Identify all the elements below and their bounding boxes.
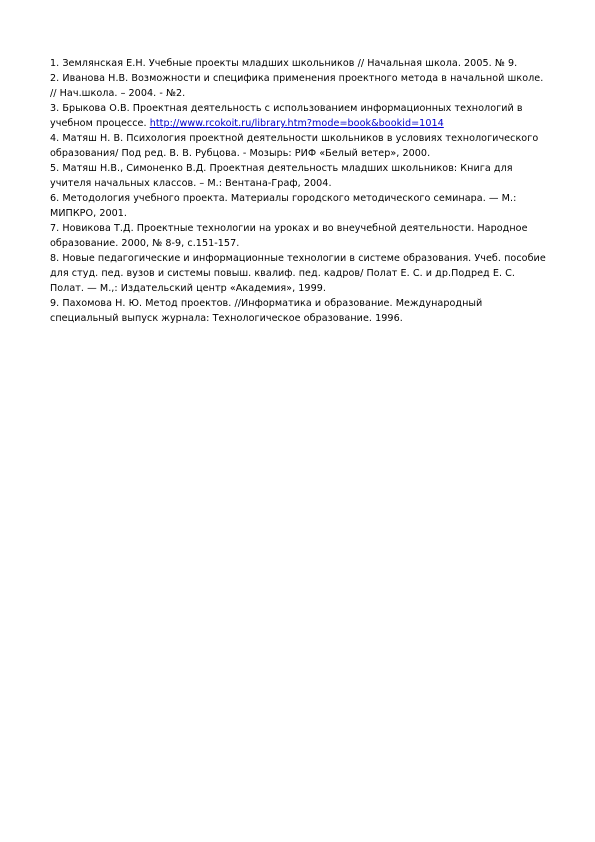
reference-item	[50, 101, 550, 131]
reference-text: 4. Матяш Н. В. Психология проектной деятельности школьников в условиях технологического образования/ Под ред. В. В. Рубцова. - Мозырь: РИФ «Белый ветер», 2000.	[50, 133, 539, 159]
reference-item	[50, 221, 550, 251]
reference-text: 8. Новые педагогические и информационные технологии в системе образования. Учеб. пособие для студ. пед. вузов и системы повыш. квалиф. пед. кадров/ Полат Е. С. и др.Подред Е. С. Полат. — М.,: Издательский центр «Академия», 1999.	[50, 253, 546, 294]
reference-item	[50, 251, 550, 296]
reference-text: 5. Матяш Н.В., Симоненко В.Д. Проектная деятельность младших школьников: Книга для учителя начальных классов. – М.: Вентана-Граф, 2004.	[50, 163, 513, 189]
reference-text: 2. Иванова Н.В. Возможности и специфика применения проектного метода в начальной школе. // Нач.школа. – 2004. - №2.	[50, 73, 544, 99]
reference-item	[50, 131, 550, 161]
reference-item	[50, 296, 550, 326]
reference-item	[50, 161, 550, 191]
reference-item	[50, 71, 550, 101]
reference-text: 1. Землянская Е.Н. Учебные проекты младших школьников // Начальная школа. 2005. № 9.	[50, 58, 518, 69]
reference-text: 6. Методология учебного проекта. Материалы городского методического семинара. — М.: МИПКРО, 2001.	[50, 193, 517, 219]
reference-list	[50, 56, 550, 326]
reference-text: 9. Пахомова Н. Ю. Метод проектов. //Информатика и образование. Международный специальный выпуск журнала: Технологическое образование. 1996.	[50, 298, 483, 324]
reference-text: 7. Новикова Т.Д. Проектные технологии на уроках и во внеучебной деятельности. Народное образование. 2000, № 8-9, с.151-157.	[50, 223, 528, 249]
reference-item	[50, 191, 550, 221]
reference-item	[50, 56, 550, 71]
reference-text: 3. Брыкова О.В. Проектная деятельность с использованием информационных технологий в учебном процессе.	[50, 103, 523, 129]
reference-link[interactable]: http://www.rcokoit.ru/library.htm?mode=book&bookid=1014	[149, 118, 444, 129]
